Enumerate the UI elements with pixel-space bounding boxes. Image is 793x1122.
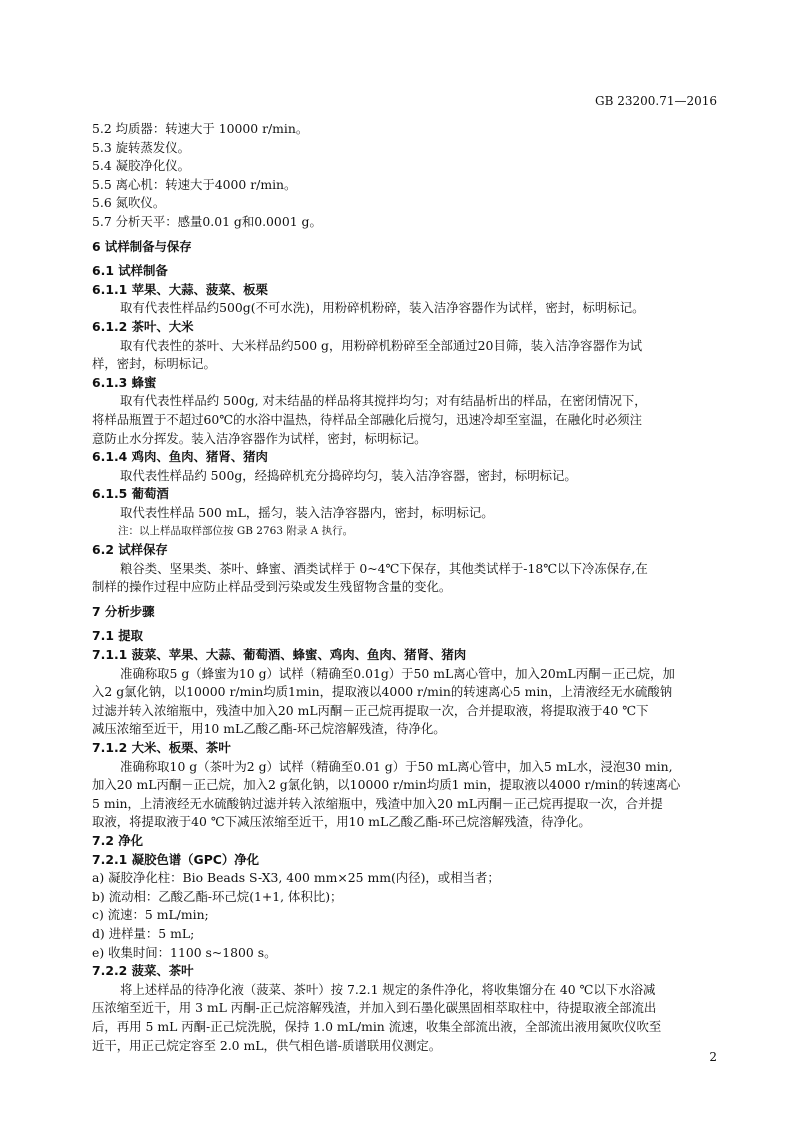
paragraph-line: 取有代表性样品约 500g, 对未结晶的样品将其搅拌均匀；对有结晶析出的样品，在密闭情况下， xyxy=(120,393,647,409)
paragraph-line: 准确称取10 g（茶叶为2 g）试样（精确至0.01 g）于50 mL离心管中，加入5 mL水，浸泡30 min, xyxy=(120,758,673,774)
clause-heading: 7.1.2 大米、板栗、茶叶 xyxy=(92,740,231,755)
paragraph-line: 将上述样品的待净化液（菠菜、茶叶）按 7.2.1 规定的条件净化，将收集馏分在 40 ℃以下水浴减 xyxy=(120,981,656,997)
clause-heading: 7.2.2 菠菜、茶叶 xyxy=(92,963,194,979)
subsection-heading: 7.2 净化 xyxy=(92,832,144,848)
subsection-heading: 6.1 试样制备 xyxy=(92,263,168,279)
paragraph-line: 后，再用 5 mL 丙酮-正己烷洗脱，保持 1.0 mL/min 流速，收集全部流出液，全部流出液用氮吹仪吹至 xyxy=(92,1018,662,1034)
paragraph-line: 5 min，上清液经无水硫酸钠过滤并转入浓缩瓶中，残渣中加入20 mL丙酮－正己烷再提取一次，合并提 xyxy=(92,795,663,811)
section-heading: 7 分析步骤 xyxy=(92,603,155,619)
list-item: 5.7 分析天平：感量0.01 g和0.0001 g。 xyxy=(92,213,322,229)
paragraph-line: 样，密封，标明标记。 xyxy=(92,356,216,372)
page-number: 2 xyxy=(709,1050,717,1064)
paragraph-line: 取液，将提取液于40 ℃下减压浓缩至近干，用10 mL乙酸乙酯-环己烷溶解残渣，待净化。 xyxy=(92,814,591,830)
paragraph-line: 加入20 mL丙酮－正己烷，加入2 g氯化钠，以10000 r/min均质1 min，提取液以4000 r/min的转速离心 xyxy=(92,777,681,793)
section-heading: 6 试样制备与保存 xyxy=(92,238,192,254)
list-item: c) 流速：5 mL/min; xyxy=(92,907,209,923)
list-item: 5.5 离心机：转速大于4000 r/min。 xyxy=(92,176,297,192)
list-item: a) 凝胶净化柱：Bio Beads S-X3, 400 mm×25 mm(内径)，或相当者； xyxy=(92,870,500,886)
paragraph-line: 意防止水分挥发。装入洁净容器作为试样，密封，标明标记。 xyxy=(92,430,427,446)
paragraph-line: 取代表性样品 500 mL，摇匀，装入洁净容器内，密封，标明标记。 xyxy=(120,504,494,520)
list-item: 5.2 均质器：转速大于 10000 r/min。 xyxy=(92,121,309,136)
paragraph-line: 取有代表性的茶叶、大米样品约500 g，用粉碎机粉碎至全部通过20目筛，装入洁净容器作为试 xyxy=(120,337,643,353)
standard-code: GB 23200.71—2016 xyxy=(594,94,717,108)
list-item: 5.6 氮吹仪。 xyxy=(92,195,166,211)
clause-heading: 6.1.5 葡萄酒 xyxy=(92,486,169,502)
subsection-heading: 6.2 试样保存 xyxy=(92,542,168,558)
document-body xyxy=(92,120,720,1055)
paragraph-line: 取有代表性样品约500g(不可水洗)，用粉碎机粉碎，装入洁净容器作为试样，密封，标明标记。 xyxy=(120,300,645,316)
paragraph-line: 入2 g氯化钠，以10000 r/min均质1min，提取液以4000 r/min的转速离心5 min，上清液经无水硫酸钠 xyxy=(92,684,673,700)
clause-heading: 6.1.4 鸡肉、鱼肉、猪肾、猪肉 xyxy=(92,449,268,465)
paragraph-line: 近干，用正己烷定容至 2.0 mL，供气相色谱-质谱联用仪测定。 xyxy=(92,1037,442,1053)
paragraph-line: 准确称取5 g（蜂蜜为10 g）试样（精确至0.01g）于50 mL离心管中，加入20mL丙酮－正己烷，加 xyxy=(120,665,675,681)
paragraph-line: 粮谷类、坚果类、茶叶、蜂蜜、酒类试样于 0~4℃下保存，其他类试样于-18℃以下冷冻保存,在 xyxy=(120,560,648,576)
subsection-heading: 7.1 提取 xyxy=(92,628,144,644)
list-item: e) 收集时间：1100 s~1800 s。 xyxy=(92,944,277,960)
paragraph-line: 取代表性样品约 500g，经捣碎机充分捣碎均匀，装入洁净容器，密封，标明标记。 xyxy=(120,467,577,483)
clause-heading: 7.1.1 菠菜、苹果、大蒜、葡萄酒、蜂蜜、鸡肉、鱼肉、猪肾、猪肉 xyxy=(92,647,467,663)
clause-heading: 6.1.3 蜂蜜 xyxy=(92,374,157,390)
list-item: b) 流动相：乙酸乙酯-环己烷(1+1, 体积比)； xyxy=(92,888,343,904)
paragraph-line: 压浓缩至近干，用 3 mL 丙酮-正己烷溶解残渣，并加入到石墨化碳黑固相萃取柱中，待提取液全部流出 xyxy=(92,1000,657,1016)
paragraph-line: 减压浓缩至近干，用10 mL乙酸乙酯-环己烷溶解残渣，待净化。 xyxy=(92,721,446,737)
list-item: 5.3 旋转蒸发仪。 xyxy=(92,139,190,155)
clause-heading: 6.1.1 苹果、大蒜、菠菜、板栗 xyxy=(92,281,268,297)
list-item: d) 进样量：5 mL; xyxy=(92,925,195,941)
list-item: 5.4 凝胶净化仪。 xyxy=(92,158,190,174)
paragraph-line: 将样品瓶置于不超过60℃的水浴中温热，待样品全部融化后搅匀，迅速冷却至室温，在融化时必须注 xyxy=(92,411,643,427)
note: 注：以上样品取样部位按 GB 2763 附录 A 执行。 xyxy=(118,525,354,538)
paragraph-line: 制样的操作过程中应防止样品受到污染或发生残留物含量的变化。 xyxy=(92,579,452,595)
clause-heading: 7.2.1 凝胶色谱（GPC）净化 xyxy=(92,851,260,867)
clause-heading: 6.1.2 茶叶、大米 xyxy=(92,318,194,334)
paragraph-line: 过滤并转入浓缩瓶中，残渣中加入20 mL丙酮－正己烷再提取一次，合并提取液，将提取液于40 ℃下 xyxy=(92,702,649,718)
